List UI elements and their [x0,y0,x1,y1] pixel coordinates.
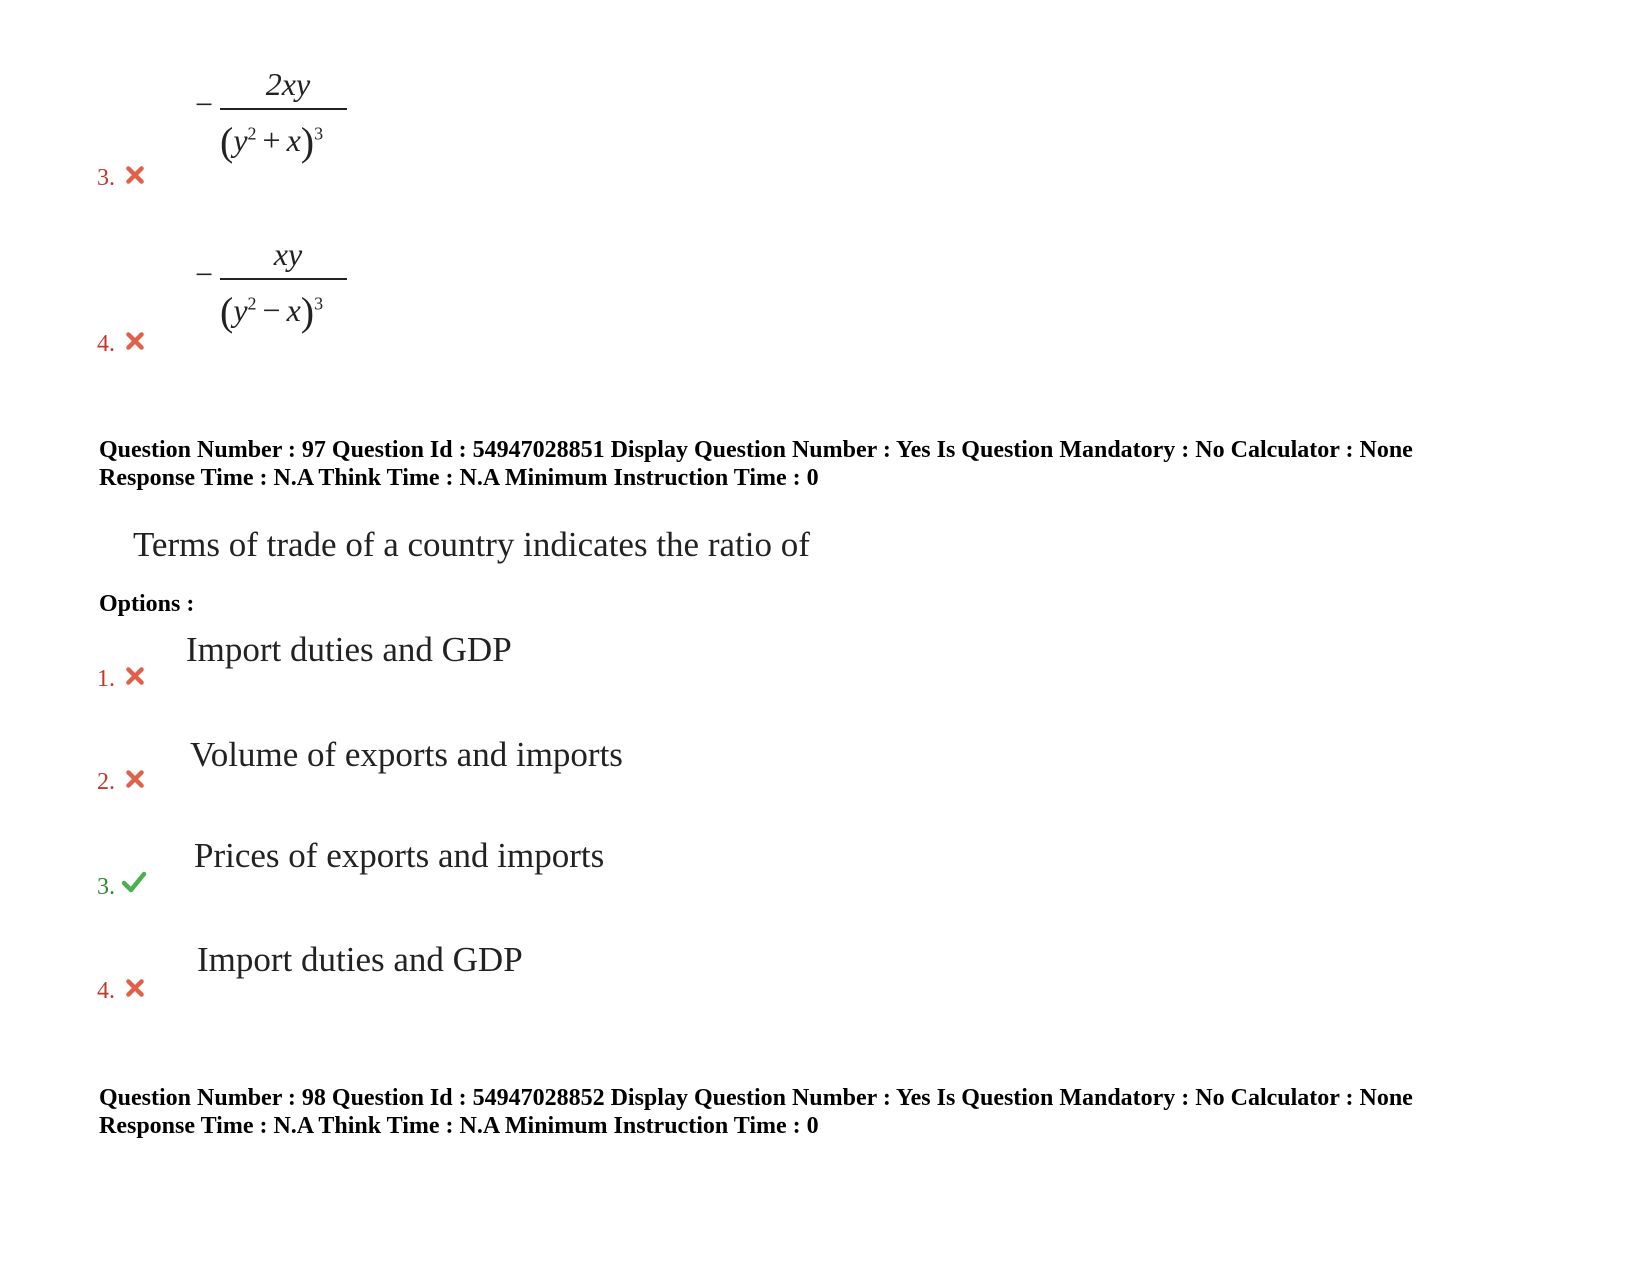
option-text: Volume of exports and imports [190,735,623,774]
option-text: Import duties and GDP [186,630,512,669]
cross-icon [124,768,146,790]
options-label: Options : [99,591,195,617]
formula-denominator: $(y^2 + x)^3$ [220,119,324,164]
option-number: 3. [97,165,115,191]
option-number: 3. [97,874,115,900]
formula-option-3 [195,66,355,176]
meta-line-1: Question Number : 97 Question Id : 54947028851 Display Question Number : Yes Is Question Mandatory : No Calculator : None [99,437,1413,463]
cross-icon [124,164,146,186]
cross-icon [124,330,146,352]
check-icon [121,870,147,894]
formula-denominator: $(y^2 - x)^3$ [220,289,324,334]
formula-numerator: 2xy [265,66,311,102]
fraction-bar [220,278,347,280]
formula-numerator: xy [273,236,303,272]
meta-line-2: Response Time : N.A Think Time : N.A Minimum Instruction Time : 0 [99,1113,819,1139]
question-97-meta [99,436,1413,492]
cross-icon [124,665,146,687]
fraction-bar [220,108,347,110]
formula-option-4 [195,236,355,346]
option-number: 2. [97,769,115,795]
option-number: 1. [97,666,115,692]
question-98-meta [99,1084,1413,1140]
option-number: 4. [97,978,115,1004]
option-text: Prices of exports and imports [194,836,605,875]
meta-line-1: Question Number : 98 Question Id : 54947028852 Display Question Number : Yes Is Question Mandatory : No Calculator : None [99,1085,1413,1111]
cross-icon [124,977,146,999]
question-text: Terms of trade of a country indicates the ratio of [133,525,810,564]
formula-sign: − [195,86,214,122]
option-text: Import duties and GDP [197,940,523,979]
meta-line-2: Response Time : N.A Think Time : N.A Minimum Instruction Time : 0 [99,465,819,491]
formula-sign: − [195,256,214,292]
option-number: 4. [97,331,115,357]
